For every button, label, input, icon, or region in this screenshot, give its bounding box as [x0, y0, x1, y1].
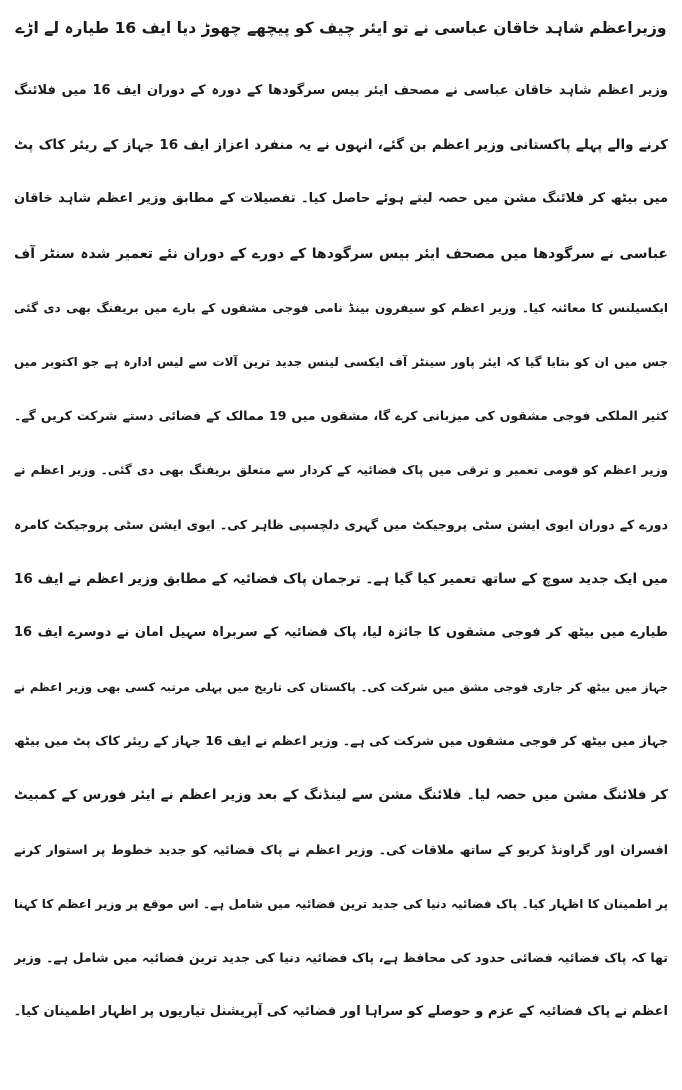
- article-line: جہاز میں بیٹھ کر فوجی مشقوں میں شرکت کی ہے۔ وزیر اعظم نے ایف 16 جہاز کے ریئر کاک پٹ میں بیٹھ: [14, 733, 668, 749]
- article-line: پر اطمینان کا اظہار کیا۔ پاک فضائیہ دنیا کی جدید ترین فضائیہ میں شامل ہے۔ اس موقع پر وزیر اعظم کا کہنا: [14, 896, 668, 911]
- article-body: [14, 64, 668, 1039]
- article-line: وزیر اعظم کو قومی تعمیر و ترقی میں پاک فضائیہ کے کردار سے متعلق بریفنگ بھی دی گئی۔ وزیر اعظم نے: [14, 463, 668, 478]
- article-line: عباسی نے سرگودھا میں مصحف ایئر بیس سرگودھا کے دورے کے دوران نئے تعمیر شدہ سنٹر آف: [14, 245, 668, 262]
- article-line: تھا کہ پاک فضائیہ فضائی حدود کی محافظ ہے، پاک فضائیہ دنیا کی جدید ترین فضائیہ میں شامل ہے۔ وزیر: [14, 950, 668, 965]
- article-headline: وزیراعظم شاہد خاقان عباسی نے تو ایئر چیف کو پیچھے چھوڑ دیا ایف 16 طیارہ لے اڑے: [15, 19, 667, 37]
- article-line: جہاز میں بیٹھ کر جاری فوجی مشق میں شرکت کی۔ پاکستان کی تاریخ میں پہلی مرتبہ کسی بھی وزیر اعظم نے: [14, 680, 668, 695]
- article-line: جس میں ان کو بتایا گیا کہ ایئر پاور سینٹر آف ایکسی لینس جدید ترین آلات سے لیس ادارہ ہے جو اکتوبر میں: [14, 354, 668, 369]
- article-line: دورے کے دوران ایوی ایشن سٹی پروجیکٹ میں گہری دلچسپی ظاہر کی۔ ایوی ایشن سٹی پروجیکٹ کامرہ: [14, 516, 668, 532]
- article-line: میں بیٹھ کر فلائنگ مشن میں حصہ لیتے ہوئے حاصل کیا۔ تفصیلات کے مطابق وزیر اعظم شاہد خاقان: [14, 191, 668, 207]
- article-line: افسران اور گراونڈ کریو کے ساتھ ملاقات کی۔ وزیر اعظم نے پاک فضائیہ کو جدید خطوط پر استوار کرنے: [14, 841, 668, 857]
- article-line: کرنے والے پہلے پاکستانی وزیر اعظم بن گئے، انہوں نے یہ منفرد اعزاز ایف 16 جہاز کے ریئر کاک پٹ: [14, 137, 668, 154]
- article-line: میں ایک جدید سوچ کے ساتھ تعمیر کیا گیا ہے۔ ترجمان پاک فضائیہ کے مطابق وزیر اعظم نے ایف 16: [14, 570, 668, 587]
- article-line: کثیر الملکی فوجی مشقوں کی میزبانی کرے گا، مشقوں میں 19 ممالک کے فضائی دستے شرکت کریں گے۔: [14, 408, 668, 424]
- article-line: کر فلائنگ مشن میں حصہ لیا۔ فلائنگ مشن سے لینڈنگ کے بعد وزیر اعظم نے ایئر فورس کے کمبیٹ: [14, 787, 668, 804]
- article-line: وزیر اعظم شاہد خاقان عباسی نے مصحف ایئر بیس سرگودھا کے دورہ کے دوران ایف 16 میں فلائنگ: [14, 83, 668, 98]
- article-line: اعظم نے پاک فضائیہ کے عزم و حوصلے کو سراہا اور فضائیہ کی آپریشنل تیاریوں پر اظہار اطمینان کیا۔: [14, 1004, 668, 1020]
- article-line: ایکسیلنس کا معائنہ کیا۔ وزیر اعظم کو سیفرون بینڈ نامی فوجی مشقوں کے بارے میں بریفنگ بھی دی گئی: [14, 300, 668, 315]
- article-line: طیارے میں بیٹھ کر فوجی مشقوں کا جائزہ لیا، پاک فضائیہ کے سربراہ سہیل امان نے دوسرے ایف 16: [14, 624, 668, 640]
